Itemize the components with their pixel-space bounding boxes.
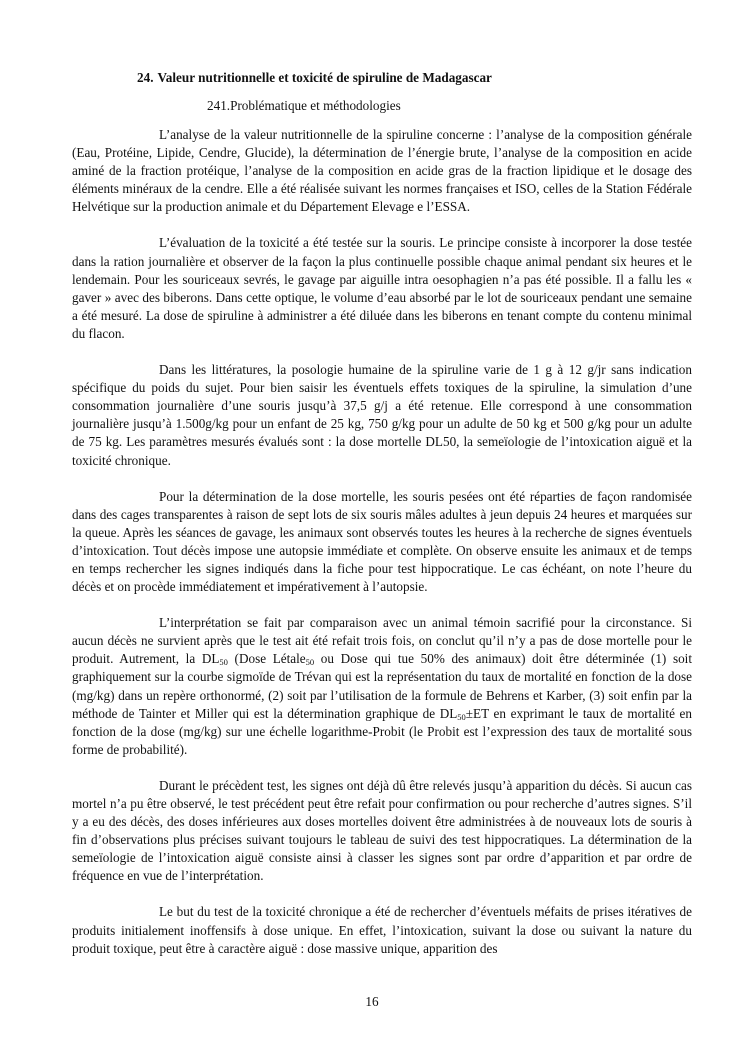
paragraph: L’évaluation de la toxicité a été testée sur la souris. Le principe consiste à incorporer la dose testée dans la ration journalière et observer de la façon la plus continuelle possible chaque animal pendant six heures et le lendemain. Pour les souriceaux sevrés, le gavage par aiguille intra oesophagien n’a pas été possible. Il a fallu les « gaver » avec des biberons. Dans cette optique, le volume d’eau absorbé par le lot de souriceaux pendant une semaine a été mesuré. La dose de spiruline à administrer a été diluée dans les biberons en tenant compte du contenu minimal du flacon.: [72, 235, 692, 341]
paragraph-text: (Dose Létale: [227, 651, 306, 667]
section-heading: [137, 70, 492, 86]
subscript: 50: [457, 711, 466, 722]
paragraph: [72, 614, 692, 759]
paragraph: L’analyse de la valeur nutritionnelle de la spiruline concerne : l’analyse de la composition générale (Eau, Protéine, Lipide, Cendre, Glucide), la détermination de l’énergie brute, l’analyse de la composition en acide aminé de la fraction protéique, l’analyse de la composition en acide gras de la fraction lipidique et le dosage des éléments minéraux de la cendre. Elle a été réalisée suivant les normes françaises et ISO, celles de la Station Fédérale Helvétique sur la production animale et du Département Elevage e l’ESSA.: [72, 127, 692, 215]
paragraph-text: ±ET en exprimant le taux de mortalité en fonction de la dose (mg/kg) sur une échelle logarithme-Probit (le Probit est l’expression des taux de mortalité sous forme de probabilité).: [72, 705, 693, 757]
paragraph: Pour la détermination de la dose mortelle, les souris pesées ont été réparties de façon randomisée dans des cages transparentes à raison de sept lots de six souris mâles adultes à jeun depuis 24 heures et marquées sur la queue. Après les séances de gavage, les animaux sont observés toutes les heures à la recherche de signes éventuels d’intoxication. Tout décès impose une autopsie immédiate et complète. On observe ensuite les animaux et de temps en temps rechercher les signes indiqués dans la fiche pour test hippocratique. Le cas échéant, on note l’heure du décès et on procède immédiatement et impérativement à l’autopsie.: [72, 488, 692, 595]
paragraph-text: L’interprétation se fait par comparaison avec un animal témoin sacrifié pour la circonstance. Si aucun décès ne survient après que le test ait été refait trois fois, on conclut qu’il n’y a pas de dose mortelle pour le produit. Autrement, la DL: [72, 615, 692, 667]
paragraph: Le but du test de la toxicité chronique a été de rechercher d’éventuels méfaits de prises itératives de produits initialement inoffensifs à dose unique. En effet, l’intoxication, suivant la dose ou suivant la nature du produit toxique, peut être à caractère aiguë : dose massive unique, apparition des: [72, 904, 692, 956]
paragraph: Dans les littératures, la posologie humaine de la spiruline varie de 1 g à 12 g/jr sans indication spécifique du poids du sujet. Pour bien saisir les éventuels effets toxiques de la spiruline, la simulation d’une consommation journalière d’une souris jusqu’à 37,5 g/j a été retenue. Elle correspond à une consommation journalière jusqu’à 1.500g/kg pour un enfant de 25 kg, 750 g/kg pour un adulte de 50 kg et 500 g/kg pour un adulte de 75 kg. Les paramètres mesurés évalués sont : la dose mortelle DL50, la semeïologie de l’intoxication aiguë et la toxicité chronique.: [72, 362, 692, 468]
section-title: Valeur nutritionnelle et toxicité de spiruline de Madagascar: [157, 70, 492, 85]
page-number: 16: [365, 994, 379, 1009]
section-number: 24.: [137, 70, 154, 85]
subscript: 50: [305, 657, 315, 668]
subscript: 50: [219, 657, 228, 668]
paragraph-text: ou Dose qui tue 50% des animaux) doit être déterminée (1) soit graphiquement sur la courbe sigmoïde de Trévan qui est la représentation du taux de mortalité en fonction de la dose (mg/kg) dans un repère orthonormé, (2) soit par l’utilisation de la formule de Behrens et Karber, (3) soit enfin par la méthode de Tainter et Miller qui est la détermination graphique de DL: [72, 651, 693, 721]
subsection-heading: 241.Problématique et méthodologies: [207, 98, 401, 113]
paragraph: Durant le précèdent test, les signes ont déjà dû être relevés jusqu’à apparition du décès. Si aucun cas mortel n’a pu être observé, le test précédent peut être refait pour confirmation ou pour recherche d’autres signes. S’il y a eu des décès, des doses inférieures aux doses mortelles doivent être administrées à de nouveaux lots de souris à fin d’observations plus précises suivant toujours le tableau de suivi des test hippocratiques. La détermination de la semeïologie de l’intoxication aiguë consiste ainsi à classer les signes sont par ordre d’apparition et par ordre de fréquence en vue de l’interprétation.: [72, 777, 692, 884]
body-text: [72, 126, 692, 958]
